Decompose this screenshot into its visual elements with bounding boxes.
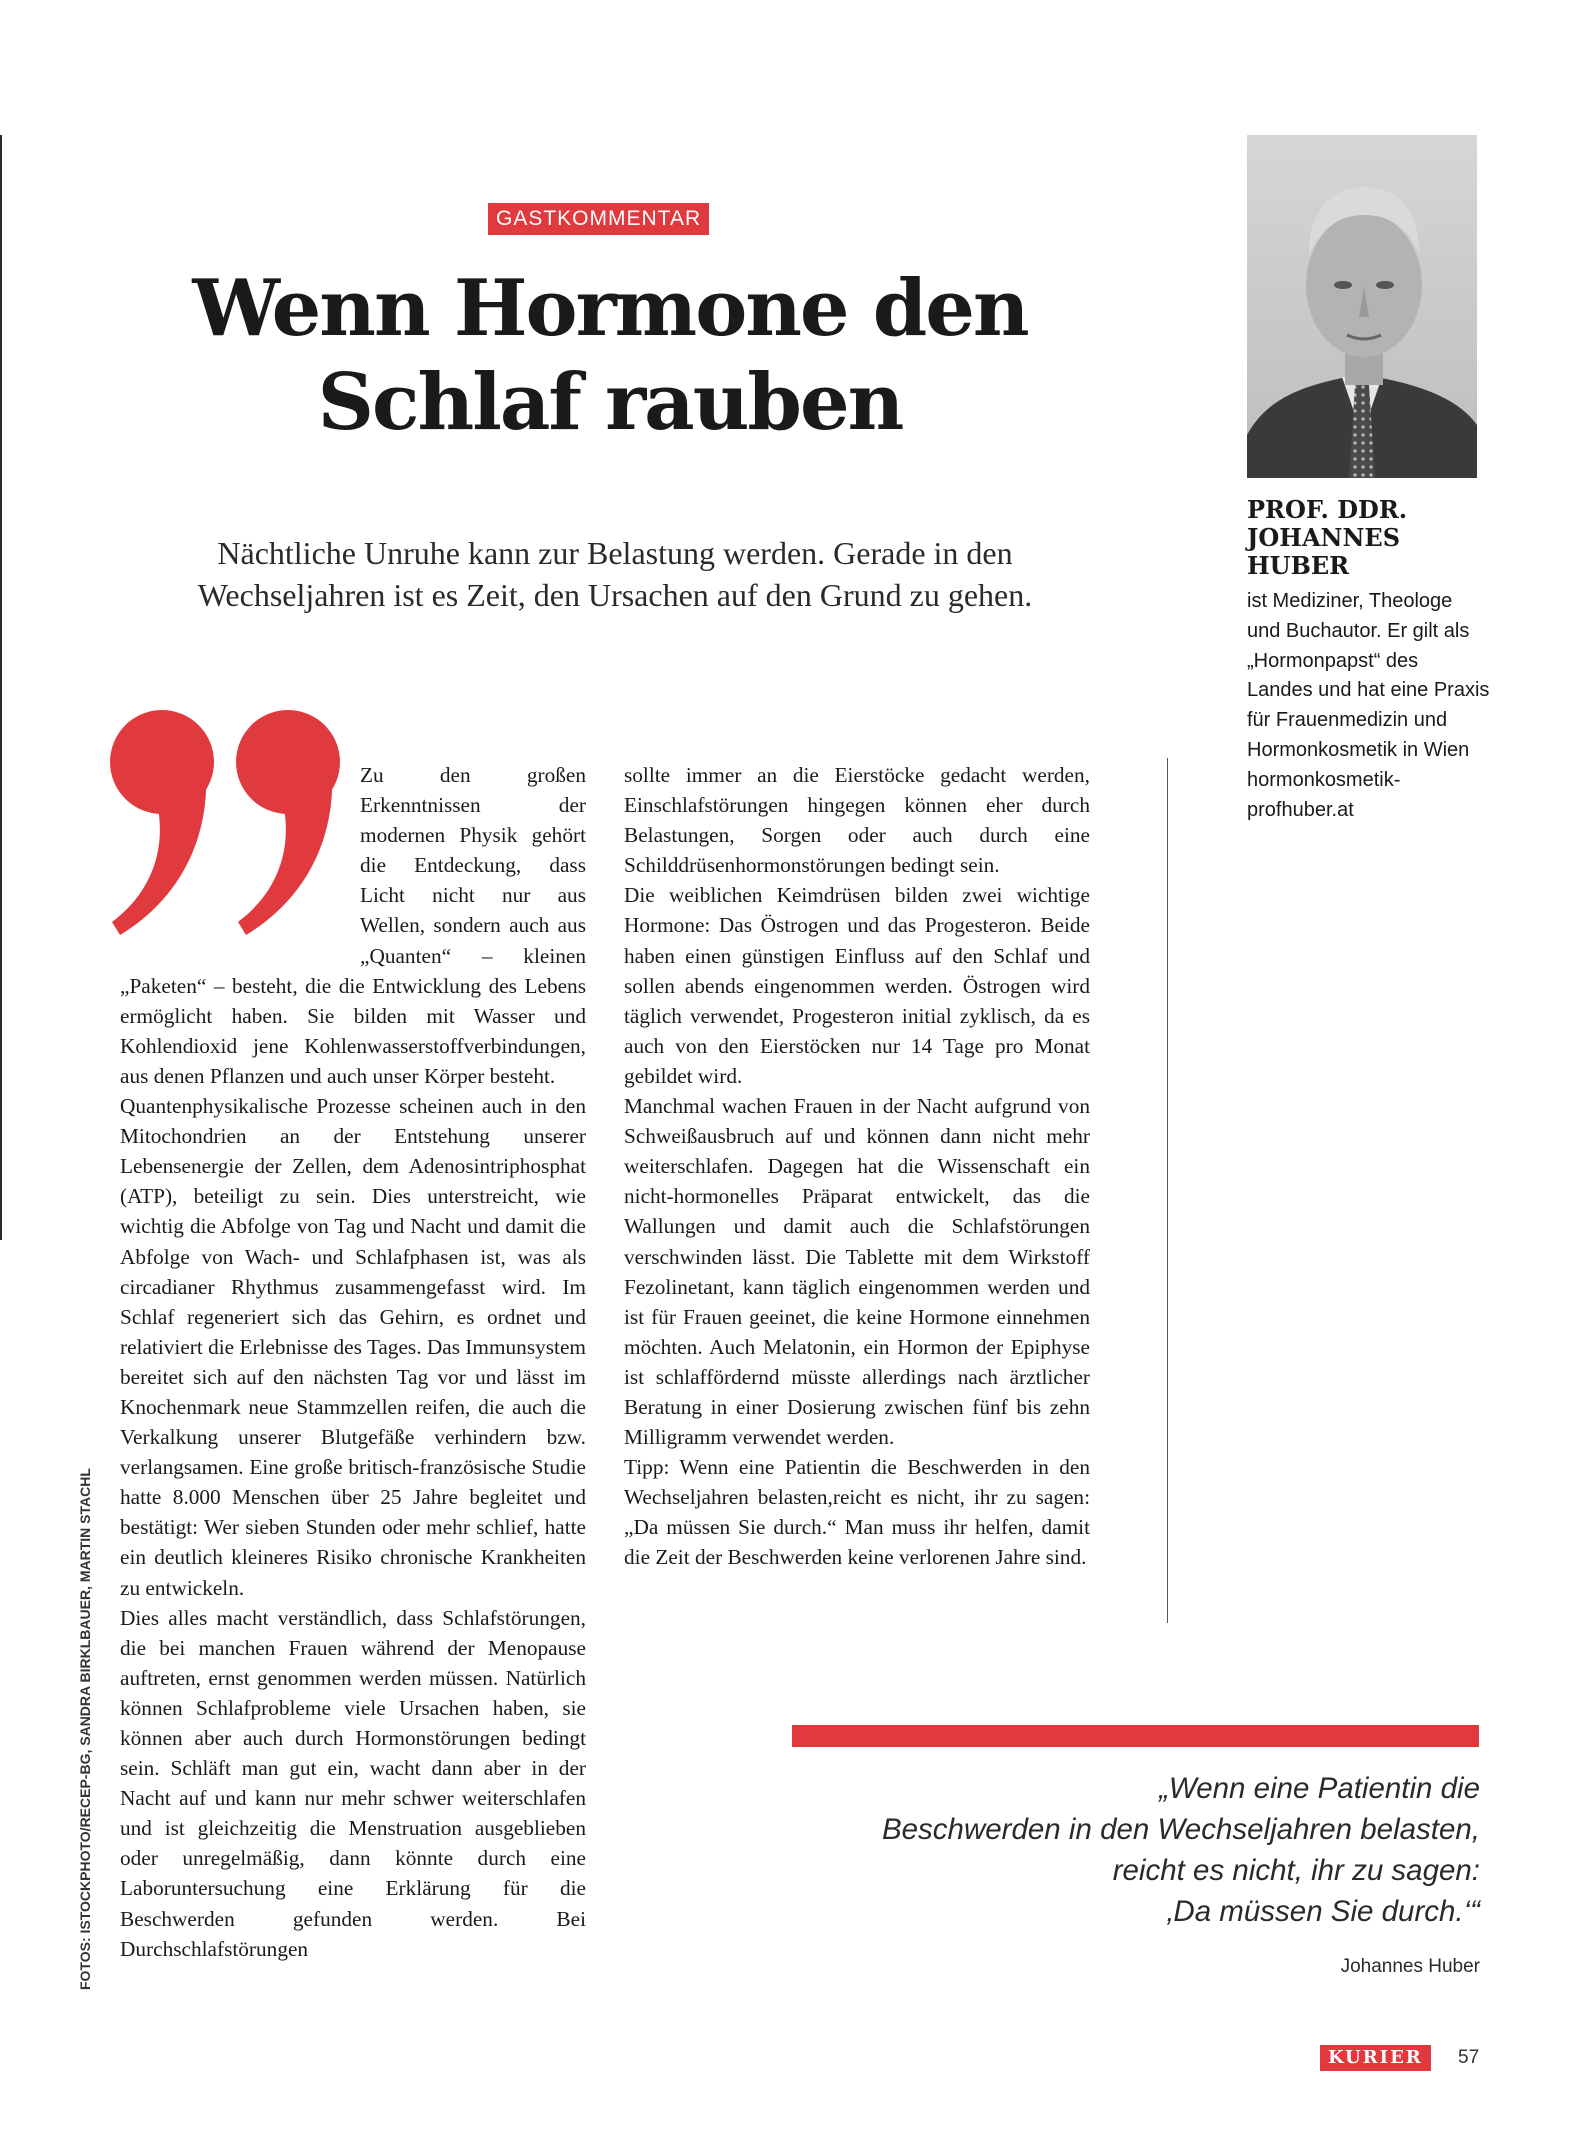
section-kicker: GASTKOMMENTAR — [488, 203, 709, 235]
body-paragraph: Tipp: Wenn eine Patientin die Beschwerden in den Wechseljahren belasten,reicht es nicht, ihr zu sagen: „Da müssen Sie durch.“ Man muss ihr helfen, damit die Zeit der Beschwerden keine verlorenen Jahre sind. — [624, 1455, 1090, 1570]
author-bio-line: ist Mediziner, Theologe — [1247, 590, 1453, 612]
author-bio-line: für Frauenmedizin und — [1247, 709, 1448, 732]
pull-quote-line: „Wenn eine Patientin die — [1159, 1772, 1480, 1805]
body-paragraph: Manchmal wachen Frauen in der Nacht aufgrund von Schweißausbruch auf und können dann nicht mehr weiterschlafen. Dagegen hat die Wissenschaft ein nicht-hormonelles Präparat entwickelt, das die Wallungen und damit auch die Schlafstörungen verschwinden lässt. Die Tablette mit dem Wirkstoff Fezolinetant, kann täglich eingenommen werden und ist für Frauen geeinet, die keine Hormone einnehmen möchten. Auch Melatonin, ein Hormon der Epiphyse ist schlaffördernd müsste allerdings nach ärztlicher Beratung in einer Dosierung zwischen fünf bis zehn Milligramm verwendet werden. — [624, 1094, 1090, 1450]
publication-logo: KURIER — [1320, 2045, 1431, 2071]
author-website: hormonkosmetik-profhuber.at — [1247, 768, 1401, 821]
author-bio — [1247, 587, 1497, 825]
body-paragraph: Quantenphysikalische Prozesse scheinen auch in den Mitochondrien an der Entstehung unserer Lebensenergie der Zellen, dem Adenosintriphosphat (ATP), beteiligt zu sein. Dies unterstreicht, wie wichtig die Abfolge von Tag und Nacht und damit die Abfolge von Wach- und Schlafphasen ist, was als circadianer Rhythmus zusammengefasst wird. Im Schlaf regeneriert sich das Gehirn, es ordnet und relativiert die Erlebnisse des Tages. Das Immunsystem bereitet sich auf den nächsten Tag vor und lässt im Knochenmark neue Stammzellen reifen, die auch die Verkalkung unserer Blutgefäße verhindern bzw. verlangsamen. Eine große britisch-französische Studie hatte 8.000 Menschen über 25 Jahre begleitet und bestätigt: Wer sieben Stunden oder mehr schlief, hatte ein deutlich kleineres Risiko chronische Krankheiten zu entwickeln. — [120, 1094, 586, 1600]
pull-quote-attribution: Johannes Huber — [1340, 1956, 1480, 1977]
author-bio-line: Hormonkosmetik in Wien — [1247, 738, 1470, 761]
pull-quote-line: ‚Da müssen Sie durch.‘“ — [1166, 1895, 1480, 1928]
article-lead: Nächtliche Unruhe kann zur Belastung werden. Gerade in den Wechseljahren ist es Zeit, den Ursachen auf den Grund zu gehen. — [197, 535, 1033, 613]
page-edge-rule — [0, 135, 2, 1240]
column-divider — [1167, 758, 1168, 1623]
pull-quote-line: reicht es nicht, ihr zu sagen: — [1112, 1854, 1480, 1887]
author-bio-line: und Buchautor. Er gilt als — [1247, 619, 1470, 642]
body-paragraph: sollte immer an die Eierstöcke gedacht werden, Einschlafstörungen hingegen können eher durch Belastungen, Sorgen oder auch durch eine Schilddrüsenhormonstörungen bedingt sein. — [624, 763, 1090, 878]
article-column-1 — [120, 760, 586, 1964]
body-paragraph: Dies alles macht verständlich, dass Schlafstörungen, die bei manchen Frauen während der Menopause auftreten, ernst genommen werden müssen. Natürlich können Schlafprobleme viele Ursachen haben, sie können aber auch durch Hormonstörungen bedingt sein. Schläft man gut ein, wacht dann aber in der Nacht auf und kann nur mehr schwer weiterschlafen und ist gleichzeitig die Menstruation ausgeblieben oder unregelmäßig, dann könnte durch eine Laboruntersuchung eine Erklärung für die Beschwerden gefunden werden. Bei Durchschlafstörungen — [120, 1605, 586, 1961]
pull-quote-line: Beschwerden in den Wechseljahren belasten, — [881, 1813, 1480, 1846]
author-name: PROF. DDR. JOHANNES HUBER — [1247, 495, 1408, 580]
author-bio-line: Landes und hat eine Praxis — [1247, 679, 1490, 702]
body-paragraph: Die weiblichen Keimdrüsen bilden zwei wichtige Hormone: Das Östrogen und das Progesteron. Beide haben einen günstigen Einfluss auf den Schlaf und sollen abends eingenommen werden. Östrogen wird täglich verwendet, Progesteron initial zyklisch, da es auch von den Eierstöcken nur 14 Tage pro Monat gebildet wird. — [624, 883, 1090, 1088]
page-number: 57 — [1458, 2047, 1480, 2068]
author-bio-line: „Hormonpapst“ des — [1247, 649, 1419, 672]
article-headline: Wenn Hormone den Schlaf rauben — [192, 263, 1028, 448]
photo-credit: FOTOS: ISTOCKPHOTO/RECEP-BG, SANDRA BIRKLBAUER, MARTIN STACHL — [77, 1468, 93, 1990]
body-paragraph: Zu den großen Erkenntnissen der modernen Physik gehört die Entdeckung, dass Licht nicht nur aus Wellen, sondern auch aus „Quanten“ – kleinen „Paketen“ – besteht, die die Entwicklung des Lebens ermöglicht haben. Sie bilden mit Wasser und Kohlendioxid jene Kohlenwasserstoffverbindungen, aus denen Pflanzen und auch unser Körper besteht. — [120, 763, 586, 1088]
pull-quote-accent-bar — [792, 1725, 1479, 1747]
pull-quote — [820, 1768, 1480, 1932]
author-portrait — [1247, 135, 1477, 478]
article-column-2 — [624, 760, 1090, 1573]
